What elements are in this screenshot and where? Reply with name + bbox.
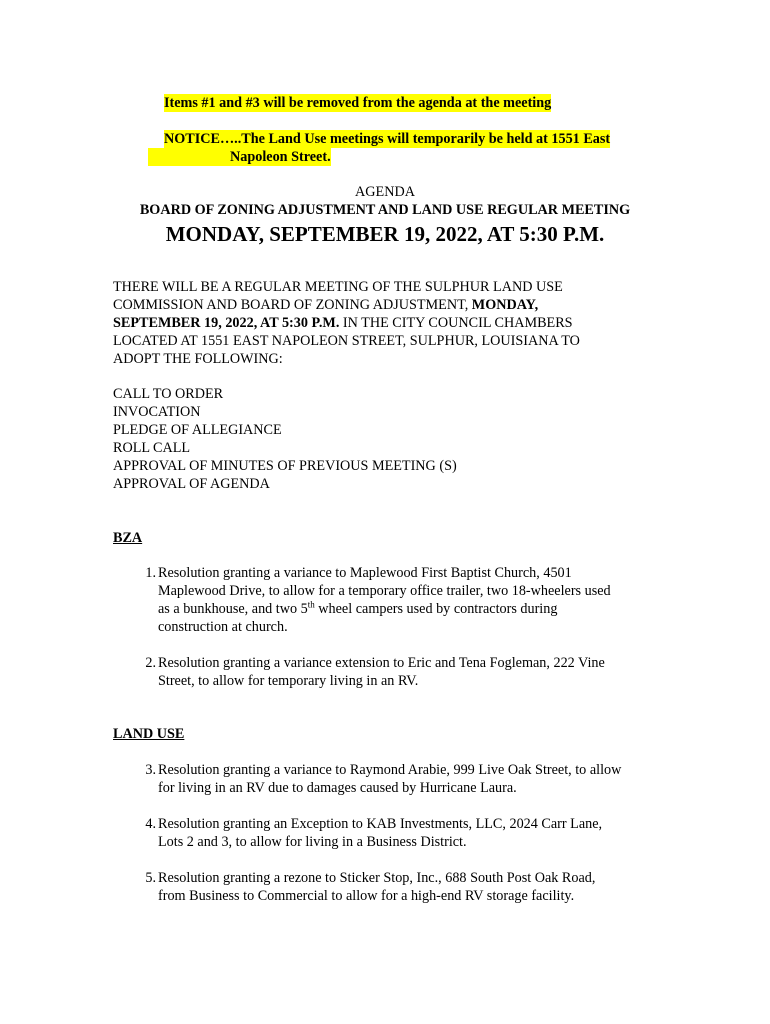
item-number: 5. — [145, 870, 156, 886]
intro-line-3-text: IN THE CITY COUNCIL CHAMBERS — [339, 315, 573, 331]
item-5-line-1: Resolution granting a rezone to Sticker Stop, Inc., 688 South Post Oak Road, — [158, 870, 596, 886]
order-item-call-to-order: CALL TO ORDER — [113, 386, 224, 402]
meeting-date-title: MONDAY, SEPTEMBER 19, 2022, AT 5:30 P.M. — [165, 222, 605, 246]
location-notice-line1: NOTICE…..The Land Use meetings will temporarily be held at 1551 East — [164, 131, 611, 147]
intro-line-1: THERE WILL BE A REGULAR MEETING OF THE SULPHUR LAND USE — [113, 279, 563, 295]
order-item-pledge: PLEDGE OF ALLEGIANCE — [113, 422, 282, 438]
item-2-line-2: Street, to allow for temporary living in an RV. — [158, 673, 419, 689]
item-1-line-3-b: wheel campers used by contractors during — [314, 601, 558, 617]
item-1-line-2: Maplewood Drive, to allow for a temporary office trailer, two 18-wheelers used — [158, 583, 611, 599]
item-1-superscript: th — [307, 599, 315, 610]
bza-heading: BZA — [113, 530, 143, 546]
intro-line-3 — [113, 314, 573, 332]
order-item-approval-minutes: APPROVAL OF MINUTES OF PREVIOUS MEETING (S) — [113, 458, 457, 474]
item-4-line-1: Resolution granting an Exception to KAB Investments, LLC, 2024 Carr Lane, — [158, 816, 603, 832]
intro-line-5: ADOPT THE FOLLOWING: — [113, 351, 283, 367]
removed-items-notice: Items #1 and #3 will be removed from the agenda at the meeting — [164, 95, 552, 111]
item-5-line-2: from Business to Commercial to allow for a high-end RV storage facility. — [158, 888, 575, 904]
order-item-approval-agenda: APPROVAL OF AGENDA — [113, 476, 270, 492]
item-number: 1. — [145, 565, 156, 581]
item-1-line-1: Resolution granting a variance to Maplewood First Baptist Church, 4501 — [158, 565, 572, 581]
location-notice-line2: Napoleon Street. — [148, 148, 331, 166]
board-title: BOARD OF ZONING ADJUSTMENT AND LAND USE REGULAR MEETING — [139, 202, 631, 218]
item-number: 4. — [145, 816, 156, 832]
order-item-invocation: INVOCATION — [113, 404, 201, 420]
item-1-line-3 — [158, 600, 557, 618]
agenda-label: AGENDA — [355, 184, 415, 200]
item-number: 2. — [145, 655, 156, 671]
item-2-line-1: Resolution granting a variance extension to Eric and Tena Fogleman, 222 Vine — [158, 655, 605, 671]
item-4-line-2: Lots 2 and 3, to allow for living in a Business District. — [158, 834, 467, 850]
item-1-line-3-a: as a bunkhouse, and two 5 — [158, 601, 308, 617]
land-use-heading: LAND USE — [113, 726, 185, 742]
item-3-line-1: Resolution granting a variance to Raymond Arabie, 999 Live Oak Street, to allow — [158, 762, 622, 778]
intro-line-4: LOCATED AT 1551 EAST NAPOLEON STREET, SULPHUR, LOUISIANA TO — [113, 333, 580, 349]
item-3-line-2: for living in an RV due to damages caused by Hurricane Laura. — [158, 780, 517, 796]
intro-line-2-bold: MONDAY, — [471, 297, 539, 313]
intro-line-3-bold: SEPTEMBER 19, 2022, AT 5:30 P.M. — [113, 315, 340, 331]
order-item-roll-call: ROLL CALL — [113, 440, 191, 456]
intro-line-2 — [113, 296, 538, 314]
item-1-line-4: construction at church. — [158, 619, 288, 635]
item-number: 3. — [145, 762, 156, 778]
intro-line-2-text: COMMISSION AND BOARD OF ZONING ADJUSTMENT, — [113, 297, 472, 313]
